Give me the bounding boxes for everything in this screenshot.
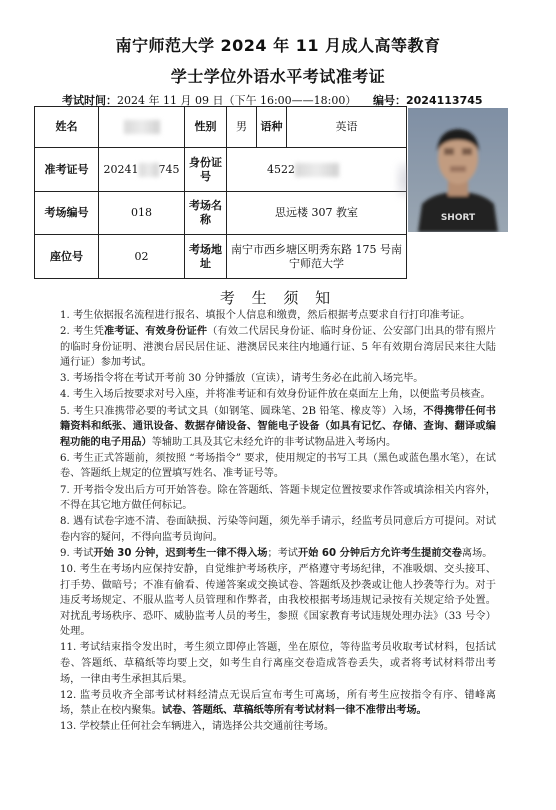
rule-12-text: 12. 监考员收齐全部考试材料经清点无误后宣布考生可离场，所有考生应按指令有序、错峰离场，禁止在校内聚集。 (60, 689, 496, 717)
exam-time-value: 2024 年 11 月 09 日（下午 16:00——18:00） (117, 94, 357, 107)
rule-10: 10. 考生在考场内应保持安静，自觉维护考场秩序，严格遵守考场纪律，不准吸烟、交头接耳、打手势、做暗号；不准有偷看、传递答案或交换试卷、答题纸及抄袭或让他人抄袭等行为。对于违反考场规定、不服从监考人员管理和作弊者，由我校根据考场违规记录按有关规定给予处置。对扰乱考场秩序、恐吓、威胁监考人员的考生，参照《国家教育考试违规处理办法》（33 号令）处理。 (60, 564, 496, 638)
redacted-ticket-digits (139, 163, 159, 177)
rule-5-bold: 不得携带任何书籍资料和纸张、通讯设备、数据存储设备、智能电子设备（如具有记忆、存储、查询、翻译或编程功能的电子用品） (60, 405, 496, 448)
candidate-info-table (34, 106, 407, 279)
language-value: 英语 (287, 107, 407, 148)
rule-5-text: 5. 考生只准携带必要的考试文具（如钢笔、圆珠笔、2B 铅笔、橡皮等）入场， (60, 405, 424, 417)
candidate-photo (408, 108, 508, 232)
shirt-text: SHORT (440, 213, 476, 223)
rule-11: 11. 考试结束指令发出时，考生须立即停止答题，坐在原位，等待监考员收取考试材料，包括试卷、答题纸、草稿纸等均要上交，如考生自行离座交卷造成答卷丢失，或者将考试材料带出考场，一律由考生承担其后果。 (60, 642, 496, 685)
name-value (99, 107, 185, 148)
room-no-value: 018 (99, 192, 185, 235)
room-no-label: 考场编号 (35, 192, 99, 235)
rule-3: 3. 考场指令将在考试开考前 30 分钟播放（宣读），请考生务必在此前入场完毕。 (60, 373, 424, 385)
rule-12-bold: 试卷、答题纸、草稿纸等所有考试材料一律不准带出考场。 (161, 705, 427, 717)
ticket-value-suffix: 745 (158, 162, 180, 176)
ticket-value (99, 148, 185, 192)
rule-7: 7. 开考指令发出后方可开始答卷。除在答题纸、答题卡规定位置按要求作答或填涂相关内容外，不得在其它地方做任何标记。 (60, 484, 496, 512)
card-title-line1: 南宁师范大学 2024 年 11 月成人高等教育 (115, 36, 441, 55)
rule-5-rest: 等辅助工具及其它未经允许的非考试物品进入考场内。 (151, 436, 397, 448)
rule-9-bold-2: 开始 60 分钟后方允许考生提前交卷 (298, 547, 462, 559)
ticket-value-prefix: 20241 (103, 162, 139, 176)
ticket-label: 准考证号 (35, 148, 99, 192)
rule-2-rest: （有效二代居民身份证、临时身份证、公安部门出具的带有照片的临时身份证明、港澳台居民居住证、港澳居民来往内地通行证、5 年有效期台湾居民来往大陆通行证）参加考试。 (60, 326, 497, 369)
id-value (227, 148, 407, 192)
seat-label: 座位号 (35, 235, 99, 279)
rule-1: 1. 考生依据报名流程进行报名、填报个人信息和缴费，然后根据考点要求自行打印准考证。 (60, 310, 471, 321)
gender-value: 男 (227, 107, 257, 148)
rule-9-bold-1: 开始 30 分钟，迟到考生一律不得入场 (93, 547, 268, 559)
rule-9-end: 离场。 (461, 547, 493, 559)
gender-label: 性别 (185, 107, 227, 148)
id-value-prefix: 4522 (267, 162, 295, 176)
rule-2-bold: 准考证、有效身份证件 (104, 326, 208, 338)
rule-8: 8. 遇有试卷字迹不清、卷面缺损、污染等问题，须先举手请示，经监考员同意后方可提问。对试卷内容的疑问，不得向监考员询问。 (60, 516, 496, 543)
card-title-line2: 学士学位外语水平考试准考证 (170, 67, 386, 86)
rule-13: 13. 学校禁止任何社会车辆进入，请选择公共交通前往考场。 (60, 721, 335, 733)
seat-value: 02 (99, 235, 185, 279)
address-label: 考场地址 (185, 235, 227, 279)
exam-number-label: 编号： (373, 94, 406, 107)
rule-4: 4. 考生入场后按要求对号入座，并将准考证和有效身份证件放在桌面左上角，以便监考员核查。 (60, 389, 491, 401)
rule-6: 6. 考生正式答题前，须按照 “考场指令” 要求，使用规定的书写工具（黑色或蓝色墨水笔），在试卷、答题纸上规定的位置填写姓名、准考证号等。 (60, 452, 496, 480)
notice-title: 考 生 须 知 (219, 289, 337, 307)
name-label: 姓名 (35, 107, 99, 148)
language-label: 语种 (257, 107, 287, 148)
notice-rules (60, 308, 496, 736)
exam-number-value: 2024113745 (406, 94, 483, 107)
exam-time-label: 考试时间： (62, 94, 117, 107)
rule-9-mid: ；考试 (267, 547, 298, 559)
id-label: 身份证号 (185, 148, 227, 192)
candidate-photo-image (408, 108, 508, 232)
redacted-name (124, 120, 160, 134)
rule-5 (60, 404, 496, 451)
redacted-id-digits (295, 163, 339, 177)
room-name-value: 思远楼 307 教室 (227, 192, 407, 235)
room-name-label: 考场名称 (185, 192, 227, 235)
rule-9-text: 9. 考试 (60, 547, 94, 559)
address-value: 南宁市西乡塘区明秀东路 175 号南宁师范大学 (227, 235, 407, 279)
rule-2-text: 2. 考生凭 (60, 326, 105, 338)
rule-12 (60, 688, 496, 719)
rule-2 (60, 324, 496, 371)
rule-9 (60, 546, 496, 562)
